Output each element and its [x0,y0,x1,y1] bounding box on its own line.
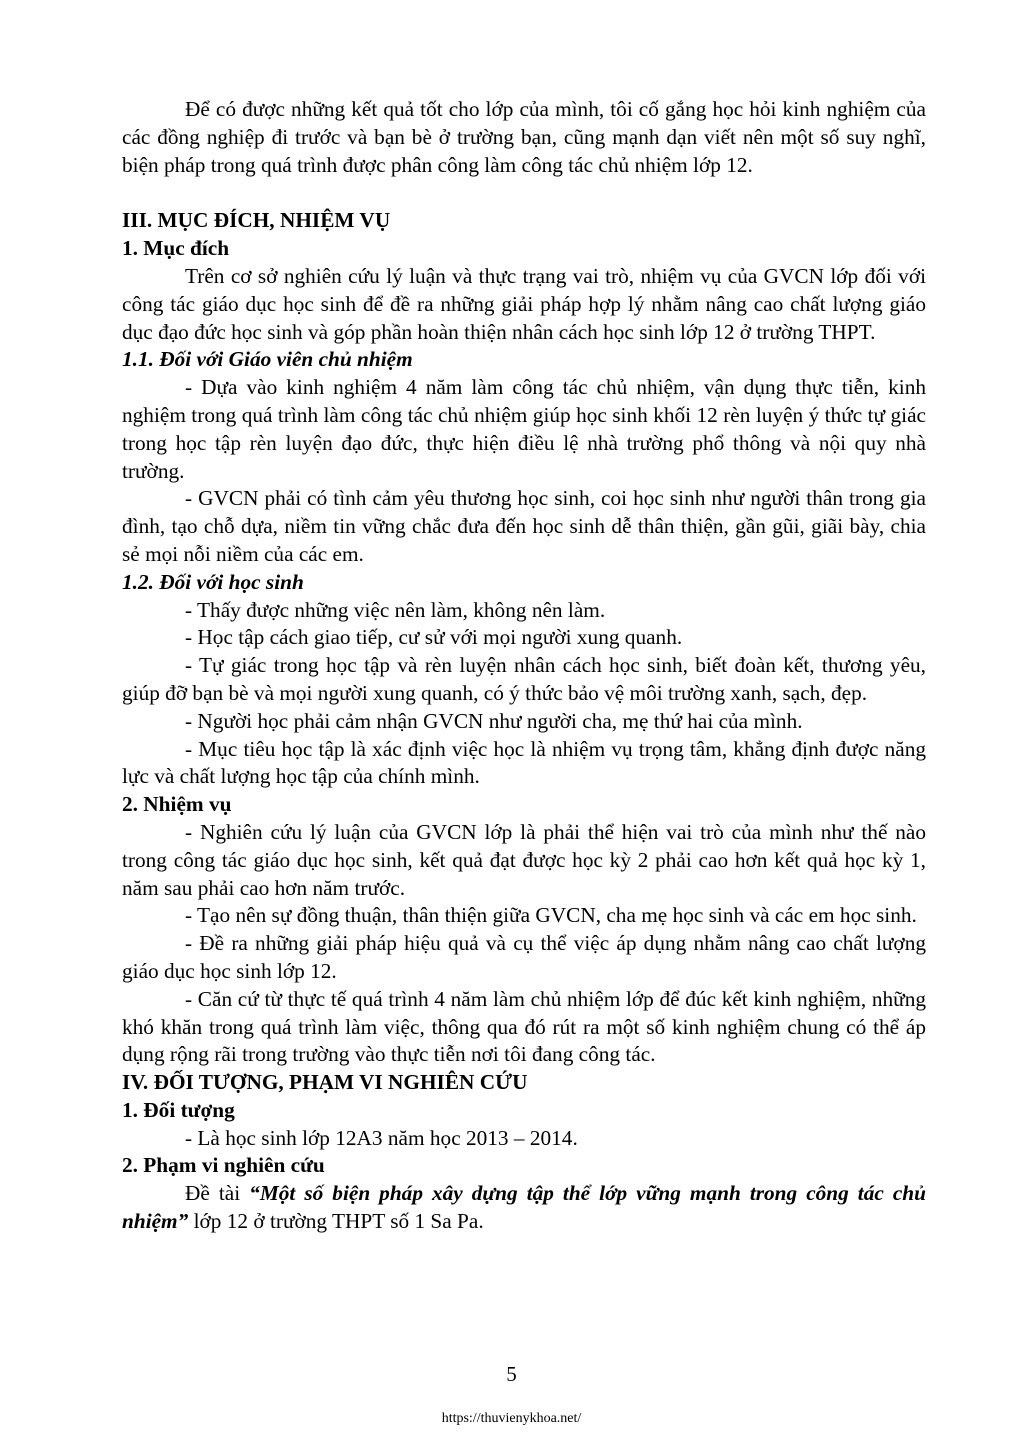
teacher-item: - GVCN phải có tình cảm yêu thương học sinh, coi học sinh như người thân trong gia đình, tạo chỗ dựa, niềm tin vững chắc đưa đến học sinh dễ thân thiện, gần gũi, giãi bày, chia sẻ mọi nỗi niềm của các em. [122,486,926,566]
tasks-heading: 2. Nhiệm vụ [122,792,232,817]
scope-topic-title: “Một số biện pháp xây dựng tập thể lớp vững mạnh trong công tác chủ nhiệm” [122,1181,926,1234]
spacer [122,179,926,207]
scope-suffix: lớp 12 ở trường THPT số 1 Sa Pa. [188,1209,484,1234]
task-item: - Nghiên cứu lý luận của GVCN lớp là phải thể hiện vai trò của mình như thế nào trong công tác giáo dục học sinh, kết quả đạt được học kỳ 2 phải cao hơn kết quả học kỳ 1, năm sau phải cao hơn năm trước. [122,819,926,900]
student-item: - Người học phải cảm nhận GVCN như người cha, mẹ thứ hai của mình. [185,708,803,733]
scope-heading: 2. Phạm vi nghiên cứu [122,1153,325,1178]
section-4-title: IV. ĐỐI TƯỢNG, PHẠM VI NGHIÊN CỨU [122,1070,528,1095]
purpose-paragraph: Trên cơ sở nghiên cứu lý luận và thực trạng vai trò, nhiệm vụ của GVCN lớp đối với công tác giáo dục học sinh để đề ra những giải pháp hợp lý nhằm nâng cao chất lượng giáo dục đạo đức học sinh và góp phần hoàn thiện nhân cách học sinh lớp 12 ở trường THPT. [122,263,926,344]
task-item: - Đề ra những giải pháp hiệu quả và cụ thể việc áp dụng nhằm nâng cao chất lượng giáo dục học sinh lớp 12. [122,931,926,983]
teacher-item: - Dựa vào kinh nghiệm 4 năm làm công tác chủ nhiệm, vận dụng thực tiễn, kinh nghiệm trong quá trình làm công tác chủ nhiệm giúp học sinh khối 12 rèn luyện ý thức tự giác trong học tập rèn luyện đạo đức, thực hiện điều lệ nhà trường phổ thông và nội quy nhà trường. [122,375,926,483]
subject-paragraph: - Là học sinh lớp 12A3 năm học 2013 – 2014. [185,1125,578,1150]
intro-paragraph: Để có được những kết quả tốt cho lớp của mình, tôi cố gắng học hỏi kinh nghiệm của các đồng nghiệp đi trước và bạn bè ở trường bạn, cũng mạnh dạn viết nên một số suy nghĩ, biện pháp trong quá trình được phân công làm công tác chủ nhiệm lớp 12. [122,97,926,177]
student-item: - Mục tiêu học tập là xác định việc học là nhiệm vụ trọng tâm, khẳng định được năng lực và chất lượng học tập của chính mình. [122,736,926,789]
student-item: - Thấy được những việc nên làm, không nên làm. [185,597,606,622]
scope-paragraph [122,1180,926,1236]
student-heading: 1.2. Đối với học sinh [122,569,304,594]
teacher-heading: 1.1. Đối với Giáo viên chủ nhiệm [122,347,413,372]
document-body [122,96,926,1236]
task-item: - Căn cứ từ thực tế quá trình 4 năm làm chủ nhiệm lớp để đúc kết kinh nghiệm, những khó khăn trong quá trình làm việc, thông qua đó rút ra một số kinh nghiệm chung có thể áp dụng rộng rãi trong trường vào thực tiễn nơi tôi đang công tác. [122,986,926,1067]
page-number: 5 [506,1362,517,1386]
purpose-heading: 1. Mục đích [122,236,230,261]
task-item: - Tạo nên sự đồng thuận, thân thiện giữa GVCN, cha mẹ học sinh và các em học sinh. [185,903,917,928]
section-3-title: III. MỤC ĐÍCH, NHIỆM VỤ [122,208,391,233]
scope-prefix: Đề tài [185,1181,250,1206]
subject-heading: 1. Đối tượng [122,1097,235,1122]
footer-url: https://thuvienykhoa.net/ [441,1411,582,1426]
student-item: - Học tập cách giao tiếp, cư sử với mọi người xung quanh. [185,625,683,650]
student-item: - Tự giác trong học tập và rèn luyện nhân cách học sinh, biết đoàn kết, thương yêu, giúp đỡ bạn bè và mọi người xung quanh, có ý thức bảo vệ môi trường xanh, sạch, đẹp. [122,653,926,705]
